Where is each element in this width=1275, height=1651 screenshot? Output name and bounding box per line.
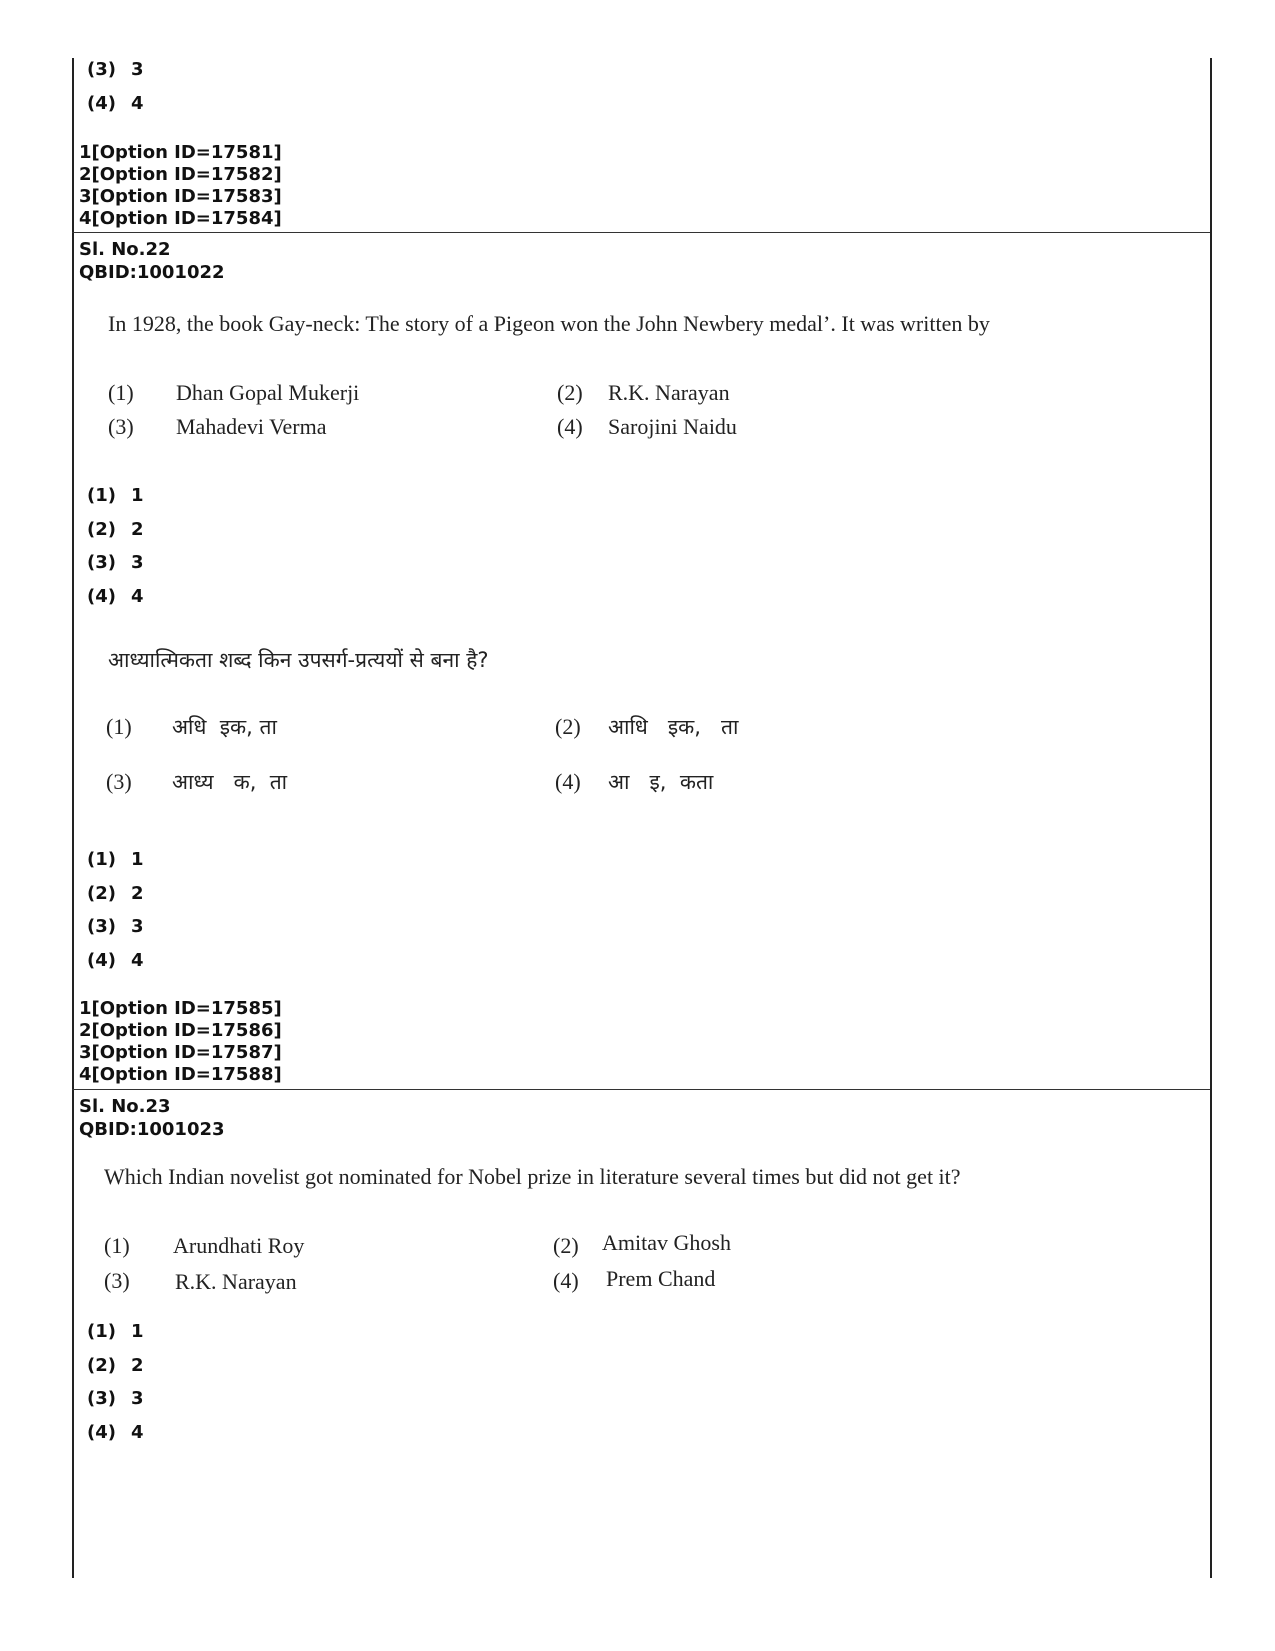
option-text: R.K. Narayan (608, 380, 730, 405)
question-text-english: Which Indian novelist got nominated for Nobel prize in literature several times but did not get it? (104, 1164, 961, 1189)
answer-option: (2) 2 (87, 883, 144, 904)
option-text: अधि इक, ता (172, 715, 277, 739)
answer-option: (4) 4 (87, 1422, 144, 1443)
option-number: (2) (553, 1233, 579, 1258)
answer-option: (2) 2 (87, 519, 144, 540)
answer-option: (4) 4 (87, 93, 144, 114)
option-id: 3[Option ID=17587] (79, 1042, 282, 1063)
answer-option: (1) 1 (87, 485, 144, 506)
option-id-list (79, 142, 282, 230)
section-divider (72, 232, 1210, 233)
option-text: R.K. Narayan (175, 1269, 297, 1294)
option-text: Arundhati Roy (173, 1233, 305, 1258)
option-number: (4) (553, 1268, 579, 1293)
option-text: Prem Chand (606, 1266, 716, 1291)
serial-number: Sl. No.23 (79, 1096, 171, 1117)
option-number: (2) (555, 714, 581, 739)
answer-option: (1) 1 (87, 1321, 144, 1342)
option-number: (1) (104, 1233, 130, 1258)
option-text: Sarojini Naidu (608, 414, 737, 439)
option-id: 4[Option ID=17584] (79, 208, 282, 229)
answer-option: (3) 3 (87, 1388, 144, 1409)
answer-option: (4) 4 (87, 586, 144, 607)
qbid: QBID:1001023 (79, 1119, 225, 1140)
option-text: Dhan Gopal Mukerji (176, 380, 360, 405)
serial-number: Sl. No.22 (79, 239, 171, 260)
option-number: (4) (557, 414, 583, 439)
option-number: (4) (555, 769, 581, 794)
option-id: 3[Option ID=17583] (79, 186, 282, 207)
qbid: QBID:1001022 (79, 262, 225, 283)
option-number: (1) (108, 380, 134, 405)
option-text: Amitav Ghosh (602, 1230, 731, 1255)
option-number: (3) (104, 1268, 130, 1293)
question-header (79, 1095, 225, 1141)
answer-option: (3) 3 (87, 59, 144, 80)
option-text: आध्य क, ता (172, 770, 288, 794)
answer-option: (2) 2 (87, 1355, 144, 1376)
answer-option: (4) 4 (87, 950, 144, 971)
option-text: Mahadevi Verma (176, 414, 327, 439)
option-text: आधि इक, ता (608, 715, 739, 739)
option-id: 2[Option ID=17586] (79, 1020, 282, 1041)
answer-option: (3) 3 (87, 552, 144, 573)
question-text-english: In 1928, the book Gay-neck: The story of a Pigeon won the John Newbery medal’. It was written by (108, 311, 990, 336)
question-text-hindi: आध्यात्मिकता शब्द किन उपसर्ग-प्रत्ययों से बना है? (108, 648, 489, 672)
option-id: 2[Option ID=17582] (79, 164, 282, 185)
option-id: 4[Option ID=17588] (79, 1064, 282, 1085)
page-frame (72, 58, 1212, 1578)
section-divider (72, 1089, 1210, 1090)
option-id: 1[Option ID=17581] (79, 142, 282, 163)
option-text: आ इ, कता (608, 770, 714, 794)
question-header (79, 238, 225, 284)
answer-option: (3) 3 (87, 916, 144, 937)
option-id: 1[Option ID=17585] (79, 998, 282, 1019)
option-number: (1) (106, 714, 132, 739)
answer-option: (1) 1 (87, 849, 144, 870)
option-id-list (79, 998, 282, 1086)
option-number: (3) (106, 769, 132, 794)
option-number: (2) (557, 380, 583, 405)
option-number: (3) (108, 414, 134, 439)
